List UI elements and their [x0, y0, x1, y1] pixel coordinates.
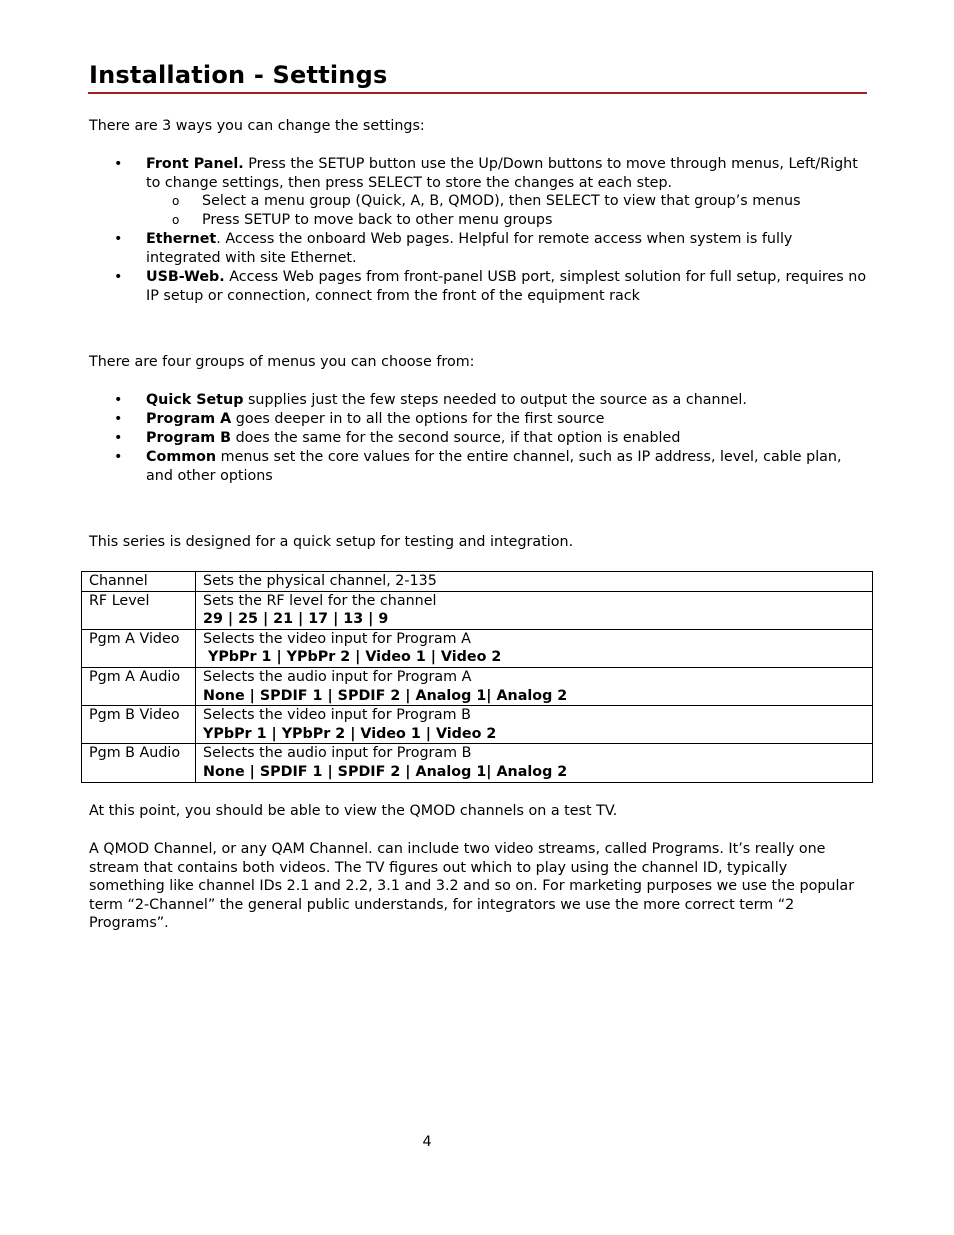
bullet-icon: • — [114, 430, 123, 446]
page-title: Installation - Settings — [89, 61, 388, 89]
sub-list-item-text: Press SETUP to move back to other menu groups — [202, 212, 553, 228]
groups-intro-text: There are four groups of menus you can choose from: — [89, 354, 475, 370]
page-number: 4 — [422, 1134, 432, 1150]
qmod-paragraph: A QMOD Channel, or any QAM Channel. can include two video streams, called Programs. It’s really one stream that contains both videos. The TV figures out which to play using the channel ID, typically something like channel IDs 2.1 and 2.2, 3.1 and 3.2 and so on. For marketing purposes we use the popular term “2-Channel” the general public understands, for integrators we use the more correct term “2 Programs”. — [89, 841, 855, 932]
title-underline — [88, 92, 867, 94]
list-item-label: Ethernet — [146, 231, 217, 247]
setting-name: Pgm A Audio — [82, 667, 196, 705]
list-item-text: goes deeper in to all the options for the first source — [231, 411, 605, 427]
setting-name: RF Level — [82, 591, 196, 629]
bullet-icon: • — [114, 231, 123, 247]
list-item-label: Quick Setup — [146, 392, 244, 408]
series-intro-text: This series is designed for a quick setup for testing and integration. — [89, 534, 574, 550]
setting-name: Pgm B Video — [82, 706, 196, 744]
setting-description — [196, 706, 873, 744]
list-item-text: supplies just the few steps needed to output the source as a channel. — [243, 392, 747, 408]
table-row — [82, 667, 873, 705]
list-item-text: . Access the onboard Web pages. Helpful for remote access when system is fully integrated with site Ethernet. — [146, 231, 793, 266]
setting-description — [196, 667, 873, 705]
setting-desc-text: Selects the audio input for Program A — [203, 668, 472, 685]
setting-desc-text: Selects the video input for Program B — [203, 707, 471, 724]
list-item-label: Program A — [146, 411, 232, 427]
setting-name: Channel — [82, 572, 196, 592]
table-row — [82, 706, 873, 744]
setting-options: None | SPDIF 1 | SPDIF 2 | Analog 1| Analog 2 — [203, 687, 568, 704]
sub-list-item-text: Select a menu group (Quick, A, B, QMOD), then SELECT to view that group’s menus — [202, 193, 801, 209]
list-item-text: does the same for the second source, if that option is enabled — [231, 430, 681, 446]
list-item-label: Program B — [146, 430, 232, 446]
setting-description — [196, 744, 873, 782]
list-item-label: Common — [146, 449, 217, 465]
setting-options: 29 | 25 | 21 | 17 | 13 | 9 — [203, 611, 389, 628]
bullet-icon: • — [114, 449, 123, 465]
table-row — [82, 744, 873, 782]
setting-options: None | SPDIF 1 | SPDIF 2 | Analog 1| Analog 2 — [203, 763, 568, 780]
setting-desc-text: Selects the video input for Program A — [203, 630, 471, 647]
table-row — [82, 572, 873, 592]
list-item-label: Front Panel. — [146, 156, 244, 172]
setting-desc-text: Sets the RF level for the channel — [203, 592, 437, 609]
after-table-text: At this point, you should be able to view the QMOD channels on a test TV. — [89, 803, 618, 819]
list-item-label: USB-Web. — [146, 269, 225, 285]
table-row — [82, 591, 873, 629]
bullet-icon: • — [114, 392, 123, 408]
intro-text: There are 3 ways you can change the settings: — [89, 118, 425, 134]
bullet-icon: • — [114, 411, 123, 427]
table-row — [82, 629, 873, 667]
circle-bullet-icon: o — [172, 213, 180, 227]
setting-description — [196, 591, 873, 629]
setting-desc-text: Selects the audio input for Program B — [203, 745, 472, 762]
setting-options: YPbPr 1 | YPbPr 2 | Video 1 | Video 2 — [203, 725, 497, 742]
setting-desc-text: Sets the physical channel, 2-135 — [203, 573, 437, 589]
bullet-icon: • — [114, 156, 123, 172]
setting-name: Pgm A Video — [82, 629, 196, 667]
setting-name: Pgm B Audio — [82, 744, 196, 782]
list-item-text: Access Web pages from front-panel USB port, simplest solution for full setup, requires no IP setup or connection, connect from the front of the equipment rack — [146, 269, 867, 304]
setting-description — [196, 572, 873, 592]
list-item-text: menus set the core values for the entire channel, such as IP address, level, cable plan, and other options — [146, 449, 842, 484]
list-item-text: Press the SETUP button use the Up/Down buttons to move through menus, Left/Right to change settings, then press SELECT to store the changes at each step. — [146, 156, 858, 191]
quick-setup-table — [81, 571, 873, 783]
setting-description — [196, 629, 873, 667]
setting-options: YPbPr 1 | YPbPr 2 | Video 1 | Video 2 — [203, 649, 502, 666]
circle-bullet-icon: o — [172, 194, 180, 208]
bullet-icon: • — [114, 269, 123, 285]
